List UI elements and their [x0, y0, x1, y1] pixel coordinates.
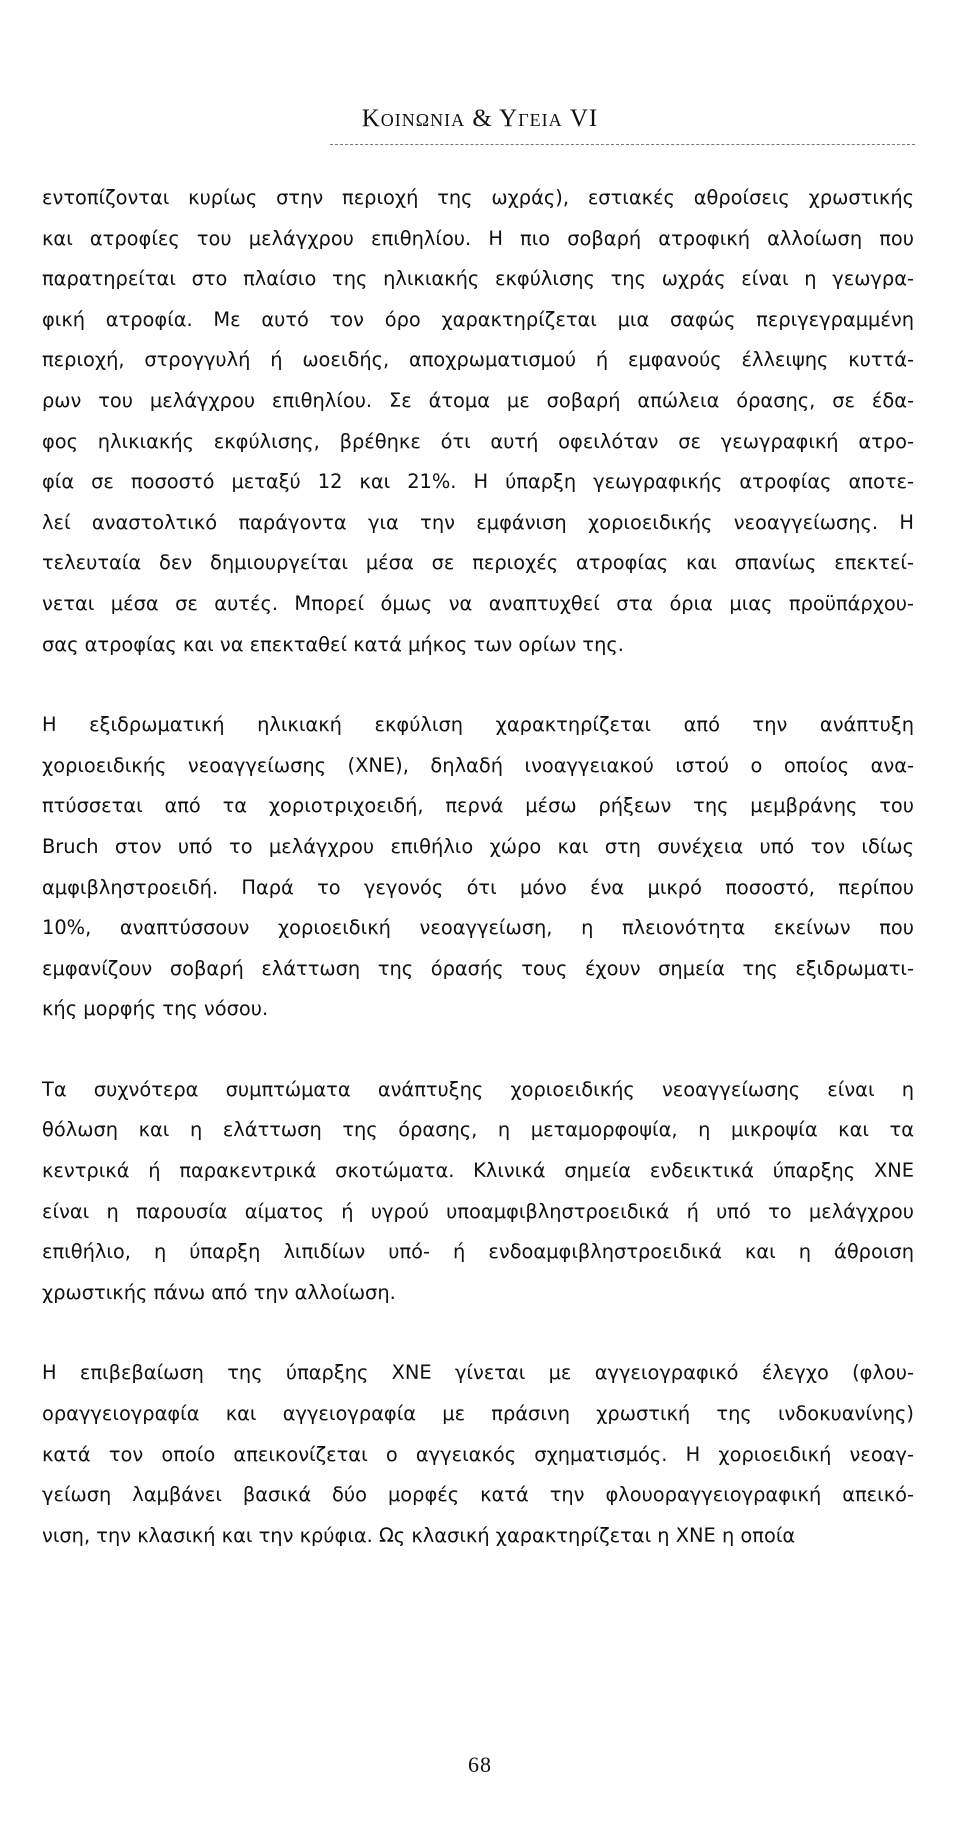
running-header: Κοινωνια & Υγεια VI	[361, 105, 599, 132]
text-line: Η επιβεβαίωση της ύπαρξης ΧΝΕ γίνεται με αγγειογραφικό έλεγχο (φλου-	[42, 1361, 914, 1385]
text-line: σας ατροφίας και να επεκταθεί κατά μήκος των ορίων της.	[42, 632, 624, 656]
text-line: νεται μέσα σε αυτές. Μπορεί όμως να αναπτυχθεί στα όρια μιας προϋπάρχου-	[42, 591, 914, 615]
text-line: Bruch στον υπό το μελάγχρου επιθήλιο χώρο και στη συνέχεια υπό τον ιδίως	[42, 834, 914, 858]
text-line: γείωση λαμβάνει βασικά δύο μορφές κατά την φλουοραγγειογραφική απεικό-	[42, 1483, 914, 1507]
text-line: κατά τον οποίο απεικονίζεται ο αγγειακός σχηματισμός. Η χοριοειδική νεοαγ-	[42, 1442, 914, 1466]
text-line: είναι η παρουσία αίματος ή υγρού υποαμφιβληστροειδικά ή υπό το μελάγχρου	[42, 1199, 914, 1223]
text-line: χοριοειδικής νεοαγγείωσης (ΧΝΕ), δηλαδή ινοαγγειακού ιστού ο οποίος ανα-	[42, 753, 914, 777]
text-line: αμφιβληστροειδή. Παρά το γεγονός ότι μόνο ένα μικρό ποσοστό, περίπου	[42, 875, 914, 899]
text-line: χρωστικής πάνω από την αλλοίωση.	[42, 1280, 396, 1304]
paragraph-gap	[42, 1030, 914, 1070]
paragraph-gap	[42, 1313, 914, 1353]
text-line: φική ατροφία. Με αυτό τον όρο χαρακτηρίζεται μια σαφώς περιγεγραμμένη	[42, 307, 914, 331]
text-line: πτύσσεται από τα χοριοτριχοειδή, περνά μέσω ρήξεων της μεμβράνης του	[42, 794, 914, 818]
text-line: κεντρικά ή παρακεντρικά σκοτώματα. Κλινικά σημεία ενδεικτικά ύπαρξης ΧΝΕ	[42, 1159, 914, 1183]
text-line: Η εξιδρωματική ηλικιακή εκφύλιση χαρακτηρίζεται από την ανάπτυξη	[42, 713, 914, 737]
text-line: νιση, την κλασική και την κρύφια. Ως κλασική χαρακτηρίζεται η ΧΝΕ η οποία	[42, 1523, 796, 1547]
text-line: φος ηλικιακής εκφύλισης, βρέθηκε ότι αυτή οφειλόταν σε γεωγραφική ατρο-	[42, 429, 914, 453]
paragraph-gap	[42, 665, 914, 705]
text-line: φία σε ποσοστό μεταξύ 12 και 21%. Η ύπαρξη γεωγραφικής ατροφίας αποτε-	[42, 470, 914, 494]
text-line: ρων του μελάγχρου επιθηλίου. Σε άτομα με σοβαρή απώλεια όρασης, σε έδα-	[42, 388, 914, 412]
paragraph	[42, 178, 914, 665]
text-line: και ατροφίες του μελάγχρου επιθηλίου. Η πιο σοβαρή ατροφική αλλοίωση που	[42, 226, 914, 250]
text-line: εμφανίζουν σοβαρή ελάττωση της όρασής τους έχουν σημεία της εξιδρωματι-	[42, 956, 914, 980]
text-line: Τα συχνότερα συμπτώματα ανάπτυξης χοριοειδικής νεοαγγείωσης είναι η	[42, 1077, 914, 1101]
page-number: 68	[468, 1752, 492, 1777]
text-line: κής μορφής της νόσου.	[42, 997, 269, 1021]
text-line: περιοχή, στρογγυλή ή ωοειδής, αποχρωματισμού ή εμφανούς έλλειψης κυττά-	[42, 348, 914, 372]
text-line: 10%, αναπτύσσουν χοριοειδική νεοαγγείωση, η πλειονότητα εκείνων που	[42, 916, 914, 940]
paragraph	[42, 1070, 914, 1314]
paragraph	[42, 705, 914, 1030]
body-text	[42, 178, 914, 1556]
text-line: παρατηρείται στο πλαίσιο της ηλικιακής εκφύλισης της ωχράς είναι η γεωγρα-	[42, 267, 914, 291]
paragraph	[42, 1353, 914, 1556]
text-line: οραγγειογραφία και αγγειογραφία με πράσινη χρωστική της ινδοκυανίνης)	[42, 1402, 914, 1426]
text-line: λεί αναστολτικό παράγοντα για την εμφάνιση χοριοειδικής νεοαγγείωσης. Η	[42, 510, 914, 534]
text-line: τελευταία δεν δημιουργείται μέσα σε περιοχές ατροφίας και σπανίως επεκτεί-	[42, 551, 914, 575]
text-line: εντοπίζονται κυρίως στην περιοχή της ωχράς), εστιακές αθροίσεις χρωστικής	[42, 186, 914, 209]
header-divider	[330, 144, 915, 145]
text-line: θόλωση και η ελάττωση της όρασης, η μεταμορφοψία, η μικροψία και τα	[42, 1118, 914, 1142]
text-line: επιθήλιο, η ύπαρξη λιπιδίων υπό- ή ενδοαμφιβληστροειδικά και η άθροιση	[42, 1240, 914, 1264]
